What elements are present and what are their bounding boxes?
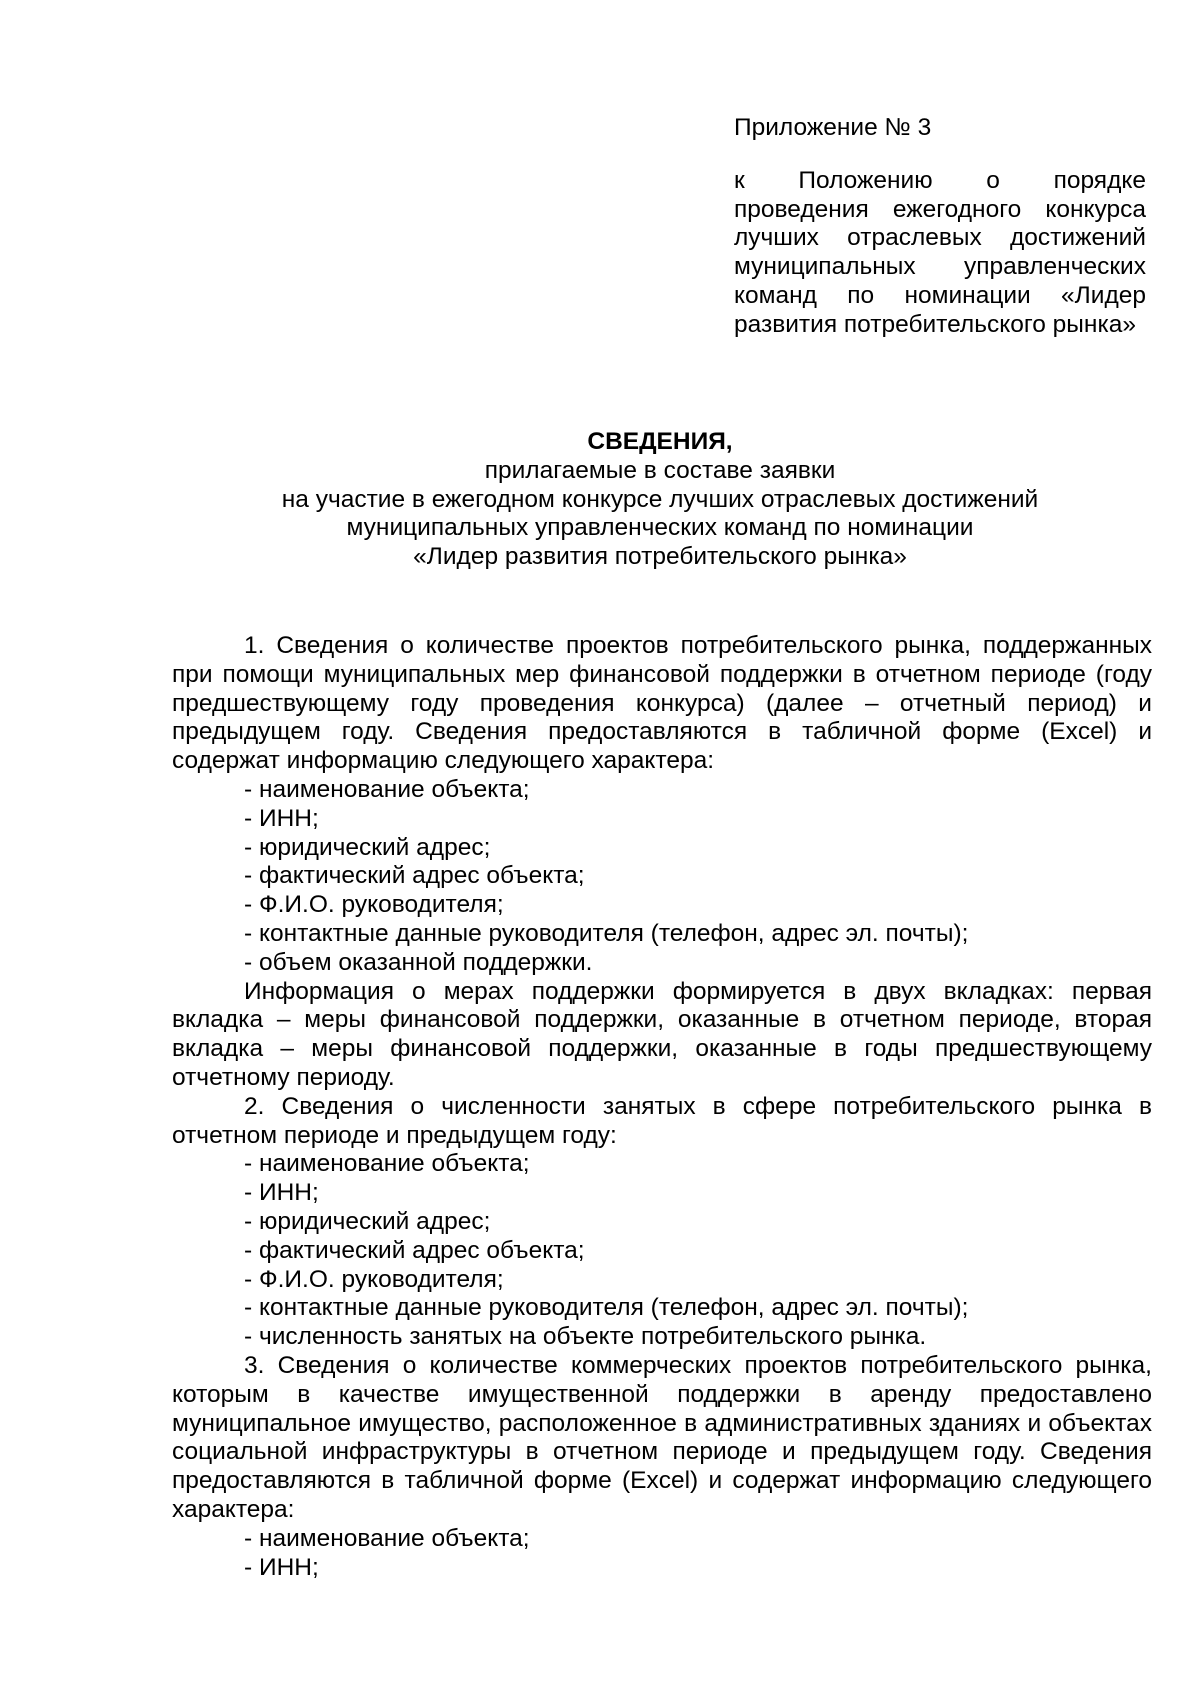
document-title: СВЕДЕНИЯ, [587,428,733,455]
document-body [172,632,1152,1582]
list-item: - наименование объекта; [244,1524,530,1552]
list-item: - Ф.И.О. руководителя; [244,891,504,919]
heading-line: на участие в ежегодном конкурсе лучших отраслевых достижений [281,485,1039,513]
list-item: - наименование объекта; [244,775,530,803]
section-1-note: Информация о мерах поддержки формируется в двух вкладках: первая вкладка – меры финансовой поддержки, оказанные в отчетном периоде, вторая вкладка – меры финансовой поддержки, оказанные в годы предшествующему отчетному периоду. [172,977,1152,1091]
list-item: - фактический адрес объекта; [244,862,585,890]
section-2-intro: 2. Сведения о численности занятых в сфере потребительского рынка в отчетном периоде и предыдущем году: [172,1092,1152,1149]
list-item: - контактные данные руководителя (телефон, адрес эл. почты); [244,919,969,947]
list-item: - контактные данные руководителя (телефон, адрес эл. почты); [244,1294,969,1322]
section-1-intro: 1. Сведения о количестве проектов потребительского рынка, поддержанных при помощи муниципальных мер финансовой поддержки в отчетном периоде (году предшествующему году проведения конкурса) (далее – отчетный период) и предыдущем году. Сведения предоставляются в табличной форме (Excel) и содержат информацию следующего характера: [172,632,1152,775]
list-item: - ИНН; [244,1553,319,1581]
list-item: - юридический адрес; [244,833,491,861]
list-item: - фактический адрес объекта; [244,1236,585,1264]
list-item: - объем оказанной поддержки. [244,948,593,976]
document-heading [170,428,1150,572]
appendix-reference: к Положению о порядке проведения ежегодного конкурса лучших отраслевых достижений муниципальных управленческих команд по номинации «Лидер развития потребительского рынка» [734,166,1146,338]
appendix-number: Приложение № 3 [734,114,932,141]
list-item: - Ф.И.О. руководителя; [244,1265,504,1293]
list-item: - юридический адрес; [244,1207,491,1235]
list-item: - ИНН; [244,1179,319,1207]
list-item: - наименование объекта; [244,1150,530,1178]
section-3-intro: 3. Сведения о количестве коммерческих проектов потребительского рынка, которым в качестве имущественной поддержки в аренду предоставлено муниципальное имущество, расположенное в административных зданиях и объектах социальной инфраструктуры в отчетном периоде и предыдущем году. Сведения предоставляются в табличной форме (Excel) и содержат информацию следующего характера: [172,1351,1152,1523]
appendix-block [734,114,1146,340]
list-item: - численность занятых на объекте потребительского рынка. [244,1323,927,1351]
heading-line: муниципальных управленческих команд по номинации [346,514,974,542]
heading-line: «Лидер развития потребительского рынка» [413,543,907,571]
heading-line: прилагаемые в составе заявки [484,456,836,484]
list-item: - ИНН; [244,804,319,832]
